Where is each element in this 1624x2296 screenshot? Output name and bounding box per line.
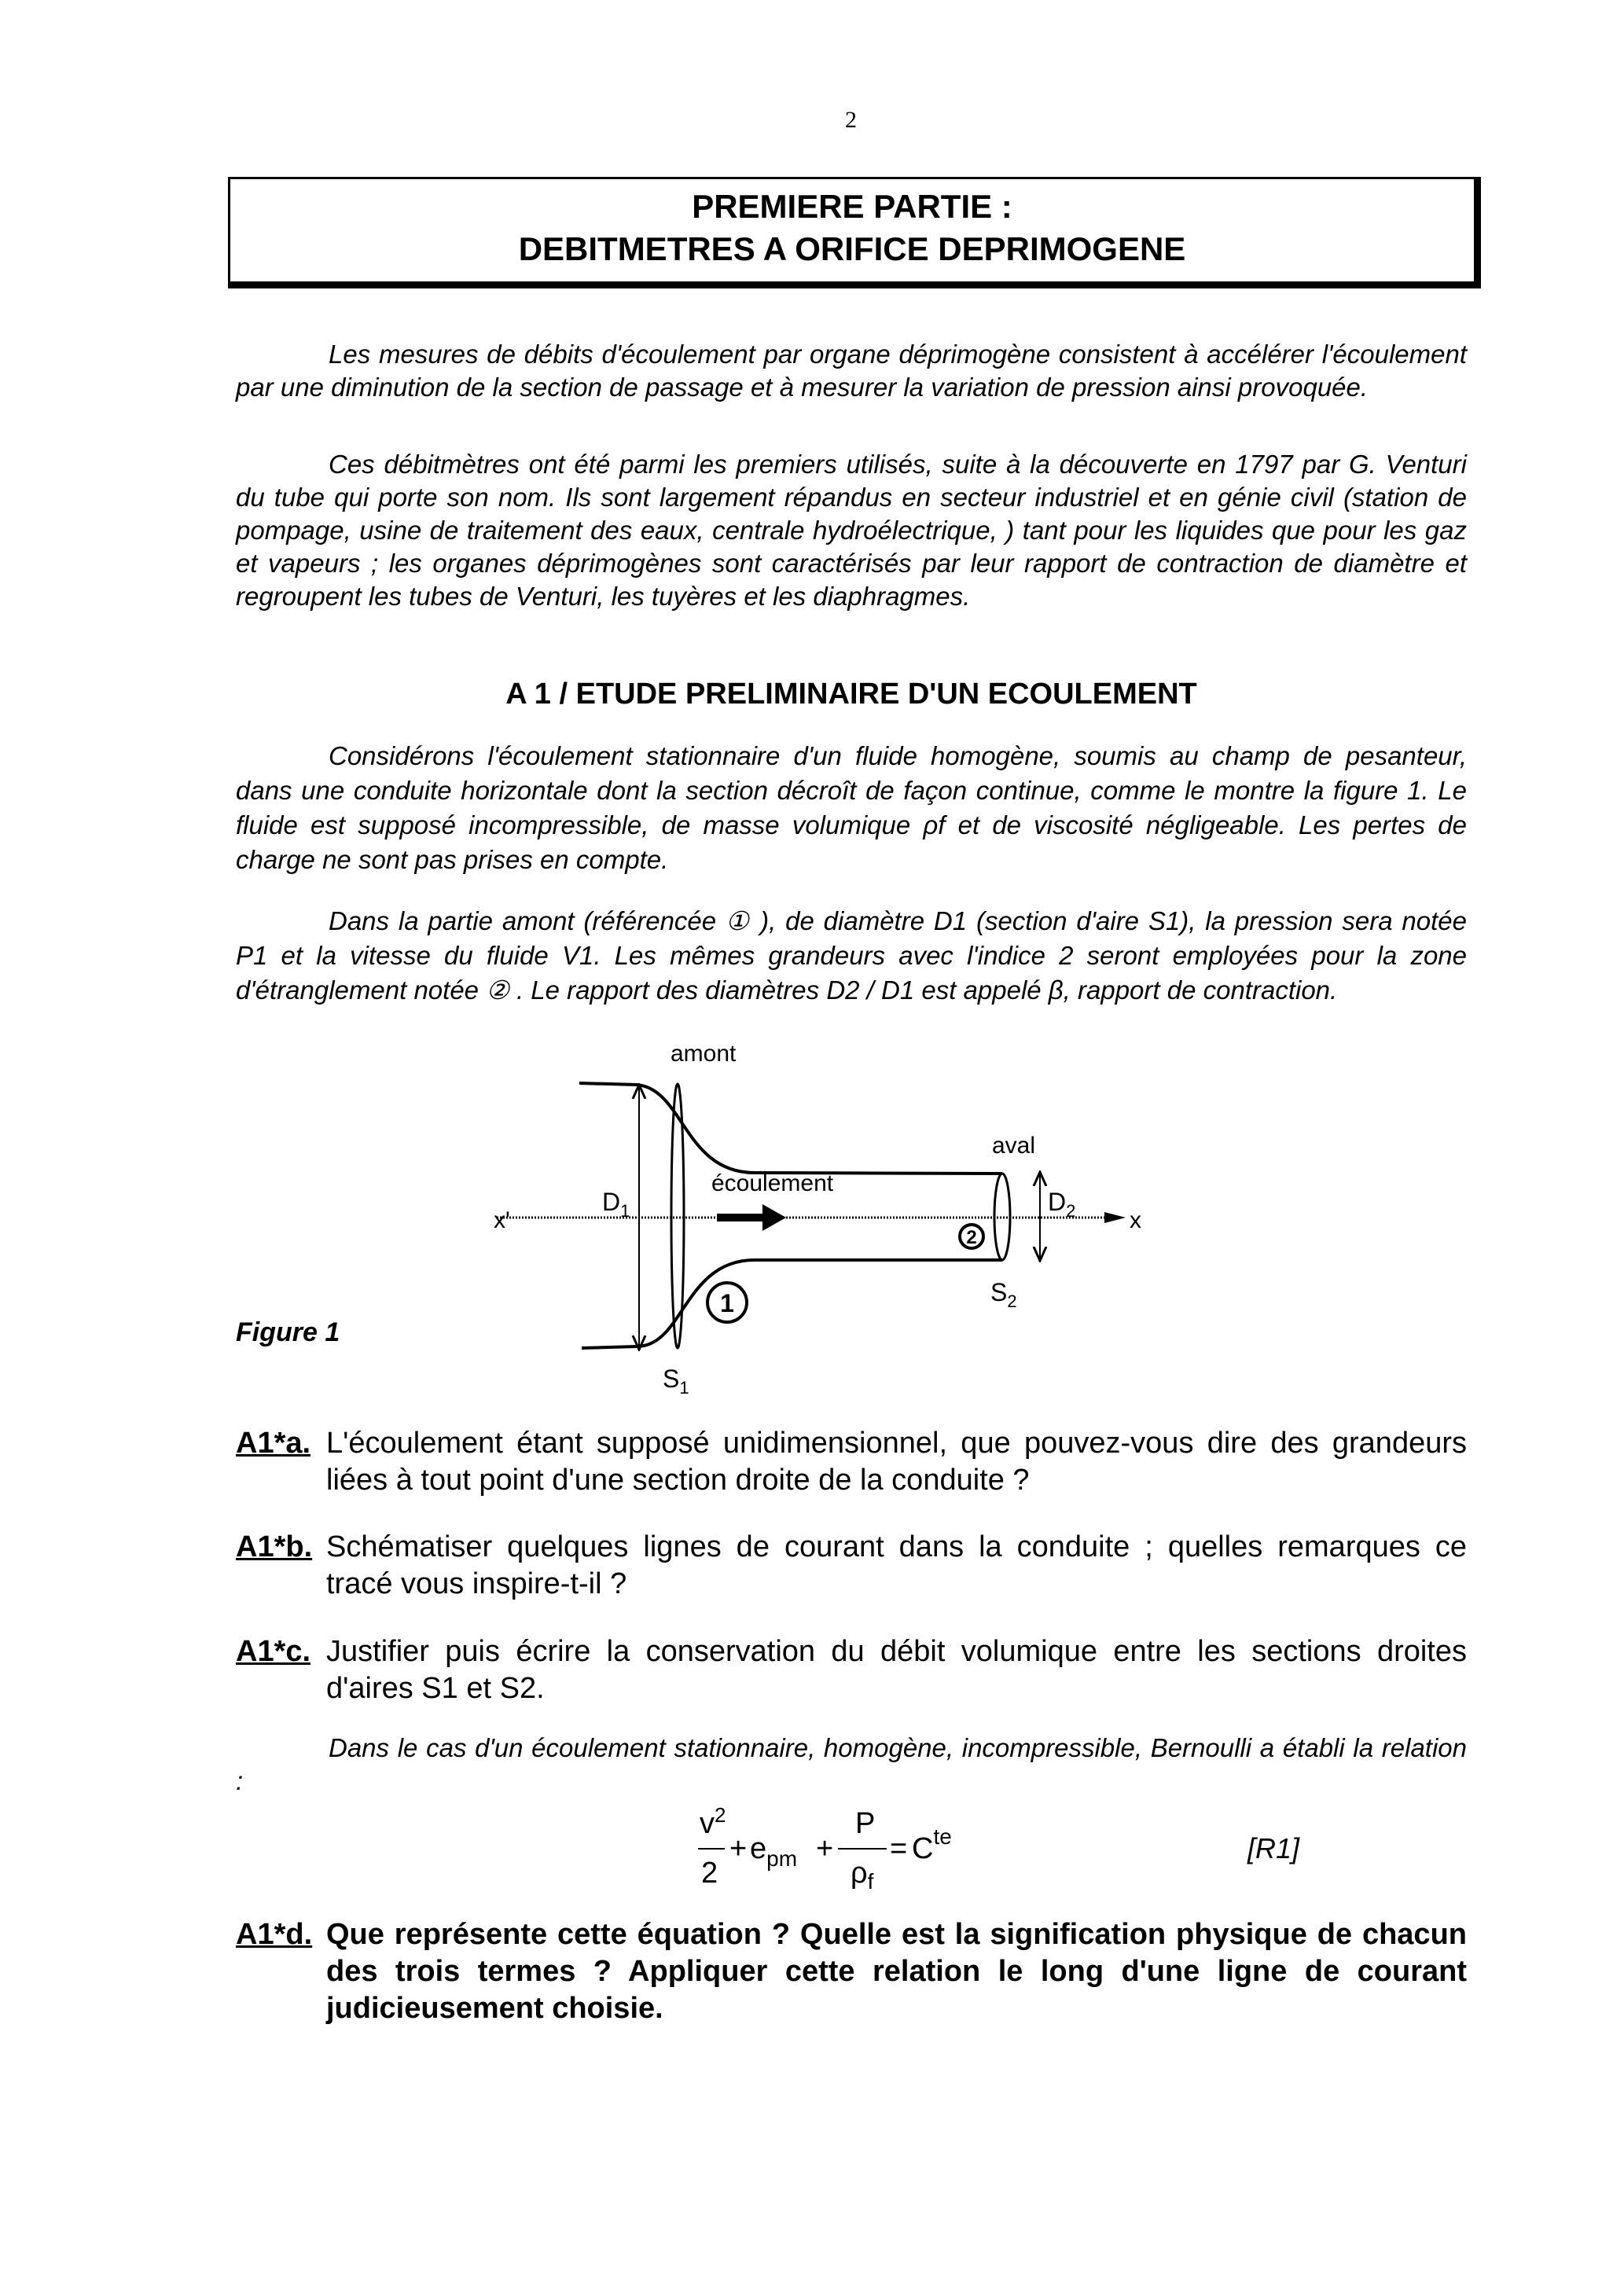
figure-label: Figure 1 — [236, 1317, 340, 1347]
label-amont: amont — [671, 1041, 737, 1067]
question-a1c — [236, 1633, 1467, 1707]
eq-reference: [R1] — [1247, 1832, 1300, 1864]
eq-cte: $C^{te}$ — [912, 1824, 952, 1865]
zone-1-label: 1 — [720, 1289, 734, 1317]
label-s1: $S_1$ — [663, 1365, 689, 1398]
eq-equals: = — [890, 1832, 908, 1865]
flow-arrow-shaft — [717, 1214, 764, 1221]
question-text: Que représente cette équation ? Quelle est la signification physique de chacun des trois termes ? Appliquer cette relation le long d'une ligne de courant judicieusement choisie. — [326, 1918, 1467, 2025]
question-code: A1*c. — [236, 1635, 311, 1668]
question-a1d — [236, 1916, 1467, 2027]
question-text: Justifier puis écrire la conservation du débit volumique entre les sections droites d'aires S1 et S2. — [326, 1635, 1467, 1705]
question-text: L'écoulement étant supposé unidimensionnel, que pouvez-vous dire des grandeurs liées à tout point d'une section droite de la conduite ? — [326, 1427, 1467, 1497]
question-a1b — [236, 1529, 1467, 1603]
page-number: 2 — [845, 107, 857, 133]
section-text-2: Dans la partie amont (référencée ① ), de diamètre D1 (section d'aire S1), la pression sera notée P1 et la vitesse du fluide V1. Les mêmes grandeurs avec l'indice 2 seront employées pour la zone d'étranglement notée ② . Le rapport des diamètres D2 / D1 est appelé β, rapport de contraction. — [236, 906, 1467, 1005]
section-text-1: Considérons l'écoulement stationnaire d'un fluide homogène, soumis au champ de pesanteur, dans une conduite horizontale dont la section décroît de façon continue, comme le montre la figure 1. Le fluide est supposé incompressible, de masse volumique ρf et de viscosité négligeable. Les pertes de charge ne sont pas prises en compte. — [236, 741, 1467, 874]
label-ecoulement: écoulement — [711, 1170, 834, 1196]
pipe-outline — [579, 1083, 1002, 1348]
flow-arrow-icon — [762, 1204, 786, 1231]
question-text: Schématiser quelques lignes de courant dans la conduite ; quelles remarques ce tracé vous inspire-t-il ? — [326, 1530, 1467, 1600]
axis-end-label: x — [1130, 1207, 1141, 1233]
eq-p: P — [855, 1807, 876, 1840]
eq-epm: $e_{pm}$ — [750, 1832, 798, 1871]
label-aval: aval — [992, 1133, 1036, 1159]
question-code: A1*d. — [236, 1918, 313, 1951]
label-d1: $D_1$ — [602, 1188, 630, 1221]
section-s1-ellipse — [671, 1084, 684, 1348]
label-d2: $D_2$ — [1048, 1188, 1076, 1221]
part-title-line2: DEBITMETRES A ORIFICE DEPRIMOGENE — [518, 230, 1186, 267]
part-title-line1: PREMIERE PARTIE : — [692, 188, 1012, 225]
eq-plus: + — [816, 1832, 834, 1865]
bernoulli-equation — [676, 1800, 1383, 1902]
bernoulli-intro-text: Dans le cas d'un écoulement stationnaire, homogène, incompressible, Bernoulli a établi la relation : — [236, 1733, 1467, 1795]
question-a1a — [236, 1425, 1467, 1499]
eq-den-2: 2 — [701, 1857, 718, 1890]
bernoulli-intro — [236, 1732, 1467, 1798]
axis-start-label: x' — [494, 1207, 510, 1233]
section-heading: A 1 / ETUDE PRELIMINAIRE D'UN ECOULEMENT — [505, 678, 1197, 711]
eq-v: $v^2$ — [700, 1803, 726, 1840]
intro-text-2: Ces débitmètres ont été parmi les premiers utilisés, suite à la découverte en 1797 par G. Venturi du tube qui porte son nom. Ils sont largement répandus en secteur industriel et en génie civil (station de pompage, usine de traitement des eaux, centrale hydroélectrique, ) tant pour les liquides que pour les gaz et vapeurs ; les organes déprimogènes sont caractérisés par leur rapport de contraction de diamètre et regroupent les tubes de Venturi, les tuyères et les diaphragmes. — [236, 450, 1467, 611]
axis-arrow-icon — [1104, 1212, 1126, 1223]
question-code: A1*a. — [236, 1427, 311, 1460]
label-s2: $S_2$ — [990, 1278, 1017, 1311]
zone-2-label: 2 — [966, 1227, 977, 1248]
question-code: A1*b. — [236, 1530, 313, 1563]
eq-plus: + — [729, 1832, 748, 1865]
eq-rho-f: $\rho_f$ — [851, 1857, 874, 1894]
intro-text-1: Les mesures de débits d'écoulement par organe déprimogène consistent à accélérer l'écoulement par une diminution de la section de passage et à mesurer la variation de pression ainsi provoquée. — [236, 340, 1467, 402]
